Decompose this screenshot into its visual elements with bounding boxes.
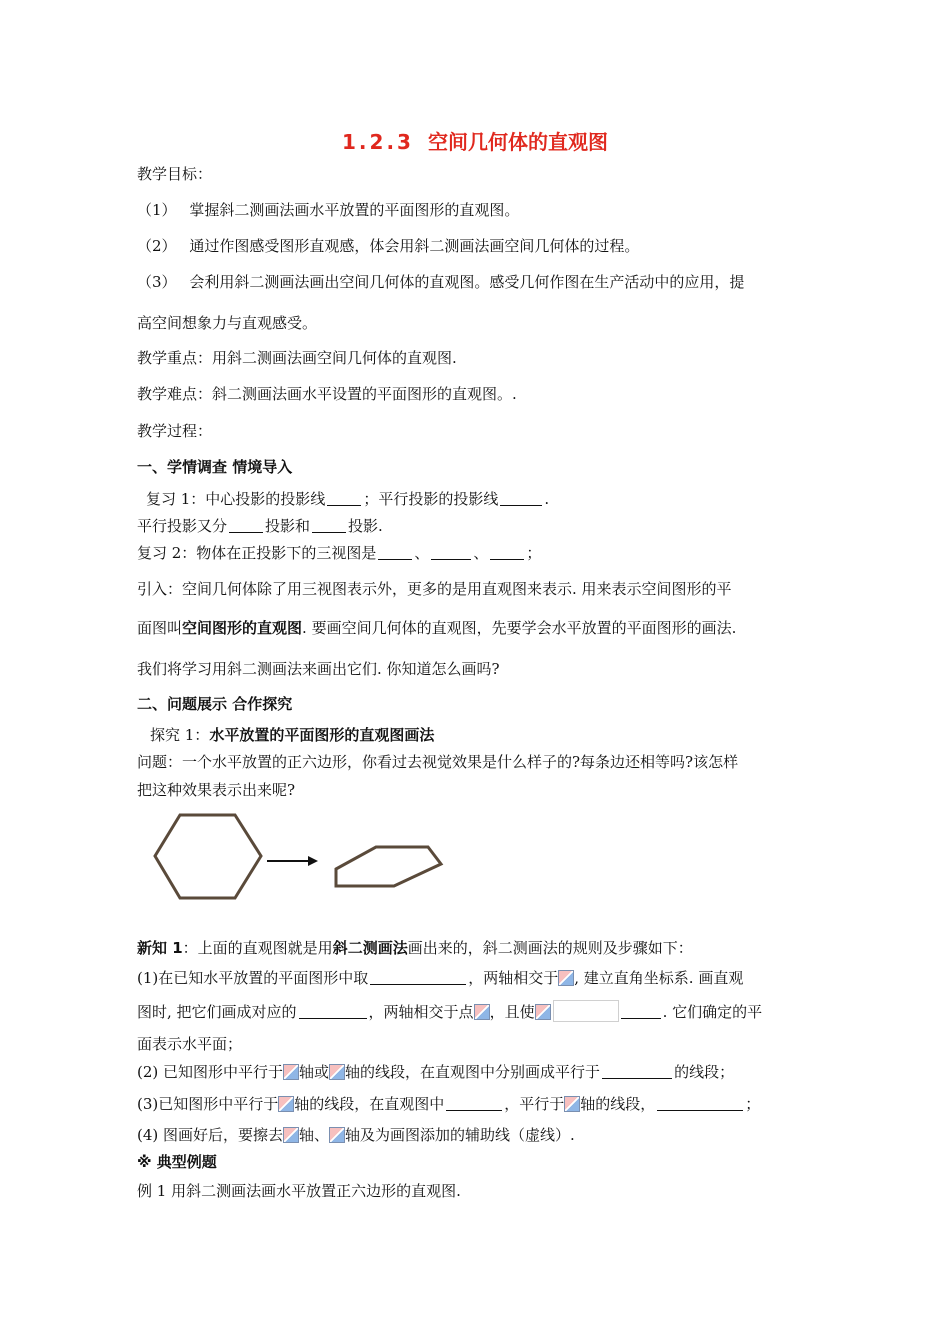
- goal-3: [137, 272, 744, 292]
- review-2: [137, 543, 541, 563]
- math-image-icon: [283, 1127, 299, 1143]
- step-4-text-b: 轴、: [299, 1126, 330, 1144]
- intro-line-2: [137, 618, 736, 638]
- step-4-text-a: (4) 图画好后，要擦去: [137, 1126, 284, 1144]
- step-3-text-a: (3)已知图形中平行于: [137, 1095, 279, 1113]
- nk-term: 斜二测画法: [332, 939, 408, 957]
- math-image-icon: [329, 1064, 345, 1080]
- blank: [312, 517, 346, 533]
- review-1: [146, 489, 549, 509]
- step-1-text-d: 图时, 把它们画成对应的: [137, 1003, 297, 1021]
- key-point: 教学重点：用斜二测画法画空间几何体的直观图.: [137, 349, 457, 367]
- step-1-line-1: [137, 968, 743, 988]
- step-2-text-d: 的线段；: [674, 1063, 735, 1081]
- step-4: [137, 1125, 575, 1145]
- step-4-text-c: 轴及为画图添加的辅助线（虚线）.: [345, 1126, 575, 1144]
- intro-term: 空间图形的直观图: [182, 619, 303, 637]
- blank: [370, 969, 466, 985]
- step-1-text-c: , 建立直角坐标系. 画直观: [574, 969, 744, 987]
- examples-heading: ※ 典型例题: [137, 1153, 217, 1171]
- math-image-icon: [558, 970, 574, 986]
- step-1-text-a: (1)在已知水平放置的平面图形中取: [137, 969, 369, 987]
- step-3: [137, 1094, 760, 1114]
- step-2-text-b: 轴或: [299, 1063, 330, 1081]
- parallel-text-c: 投影.: [348, 517, 383, 535]
- blank: [657, 1095, 743, 1111]
- blank: [229, 517, 263, 533]
- review-1-text-a: 复习 1：中心投影的投影线: [146, 490, 326, 508]
- math-image-icon: [564, 1096, 580, 1112]
- goal-2-text: 通过作图感受图形直观感，体会用斜二测画法画空间几何体的过程。: [189, 237, 640, 255]
- arrow-head: [308, 856, 318, 866]
- goal-2-number: （2）: [137, 237, 177, 255]
- step-1-text-b: ，两轴相交于: [468, 969, 559, 987]
- intro-text-c: . 要画空间几何体的直观图，先要学会水平放置的平面图形的画法.: [302, 619, 737, 637]
- blank: [299, 1003, 367, 1019]
- goal-3-continued: 高空间想象力与直观感受。: [137, 314, 318, 332]
- step-1-line-3: 面表示水平面；: [137, 1035, 243, 1053]
- hexagon-figure: [150, 808, 450, 908]
- title-text: 空间几何体的直观图: [427, 130, 608, 154]
- math-image-icon: [278, 1096, 294, 1112]
- step-2-text-a: (2) 已知图形中平行于: [137, 1063, 284, 1081]
- step-2: [137, 1062, 734, 1082]
- goal-3-text: 会利用斜二测画法画出空间几何体的直观图。感受几何作图在生产活动中的应用，提: [189, 273, 745, 291]
- blank: [621, 1003, 661, 1019]
- review-1-text-c: .: [544, 490, 550, 508]
- step-1-text-g: . 它们确定的平: [662, 1003, 763, 1021]
- page-title: [0, 126, 950, 155]
- blank: [327, 490, 361, 506]
- review-2-text-a: 复习 2：物体在正投影下的三视图是: [137, 544, 377, 562]
- explore-title: 水平放置的平面图形的直观图画法: [209, 726, 435, 744]
- blank: [431, 544, 471, 560]
- step-3-text-e: ；: [745, 1095, 761, 1113]
- goal-2: [137, 236, 639, 256]
- example-1: 例 1 用斜二测画法画水平放置正六边形的直观图.: [137, 1182, 461, 1200]
- math-image-icon: [329, 1127, 345, 1143]
- goal-1-number: （1）: [137, 201, 177, 219]
- goal-1: [137, 200, 519, 220]
- question-line-2: 把这种效果表示出来呢?: [137, 781, 296, 799]
- review-2-sep-1: 、: [414, 544, 430, 562]
- step-3-text-c: ，平行于: [504, 1095, 565, 1113]
- new-knowledge-label: 新知 1: [137, 939, 183, 957]
- math-image-icon: [474, 1004, 490, 1020]
- intro-line-3: 我们将学习用斜二测画法来画出它们. 你知道怎么画吗?: [137, 660, 500, 678]
- blank: [490, 544, 524, 560]
- new-knowledge-intro: [137, 938, 693, 958]
- blank: [446, 1095, 502, 1111]
- blank: [378, 544, 412, 560]
- math-image-icon: [283, 1064, 299, 1080]
- nk-text-a: ：上面的直观图就是用: [182, 939, 333, 957]
- blank: [500, 490, 542, 506]
- process-heading: 教学过程：: [137, 422, 213, 440]
- image-placeholder-box: [553, 1000, 619, 1022]
- question-line-1: 问题：一个水平放置的正六边形，你看过去视觉效果是什么样子的?每条边还相等吗?该怎样: [137, 753, 739, 771]
- section-1-heading: 一、学情调查 情境导入: [137, 458, 293, 476]
- review-parallel: [137, 516, 383, 536]
- goal-1-text: 掌握斜二测画法画水平放置的平面图形的直观图。: [189, 201, 520, 219]
- explore-label: 探究 1：: [150, 726, 210, 744]
- goals-heading: 教学目标：: [137, 165, 213, 183]
- nk-text-c: 画出来的，斜二测画法的规则及步骤如下：: [407, 939, 693, 957]
- step-1-text-f: ，且使: [489, 1003, 535, 1021]
- review-2-end: ；: [526, 544, 542, 562]
- step-1-line-2: [137, 1000, 762, 1022]
- goal-3-number: （3）: [137, 273, 177, 291]
- parallel-text-a: 平行投影又分: [137, 517, 228, 535]
- section-2-heading: 二、问题展示 合作探究: [137, 695, 293, 713]
- review-2-sep-2: 、: [473, 544, 489, 562]
- step-2-text-c: 轴的线段，在直观图中分别画成平行于: [345, 1063, 601, 1081]
- intro-text-a: 面图叫: [137, 619, 183, 637]
- blank: [602, 1063, 672, 1079]
- step-1-text-e: ，两轴相交于点: [368, 1003, 474, 1021]
- explore-1: [150, 725, 434, 745]
- step-3-text-d: 轴的线段，: [580, 1095, 656, 1113]
- parallel-text-b: 投影和: [265, 517, 311, 535]
- title-number: 1.2.3: [342, 130, 414, 154]
- review-1-text-b: ；平行投影的投影线: [363, 490, 499, 508]
- step-3-text-b: 轴的线段，在直观图中: [294, 1095, 445, 1113]
- regular-hexagon: [155, 815, 261, 898]
- math-image-icon: [535, 1004, 551, 1020]
- intro-line-1: 引入：空间几何体除了用三视图表示外，更多的是用直观图来表示. 用来表示空间图形的平: [137, 580, 732, 598]
- oblique-hexagon: [336, 847, 441, 886]
- difficulty-point: 教学难点：斜二测画法画水平设置的平面图形的直观图。.: [137, 385, 517, 403]
